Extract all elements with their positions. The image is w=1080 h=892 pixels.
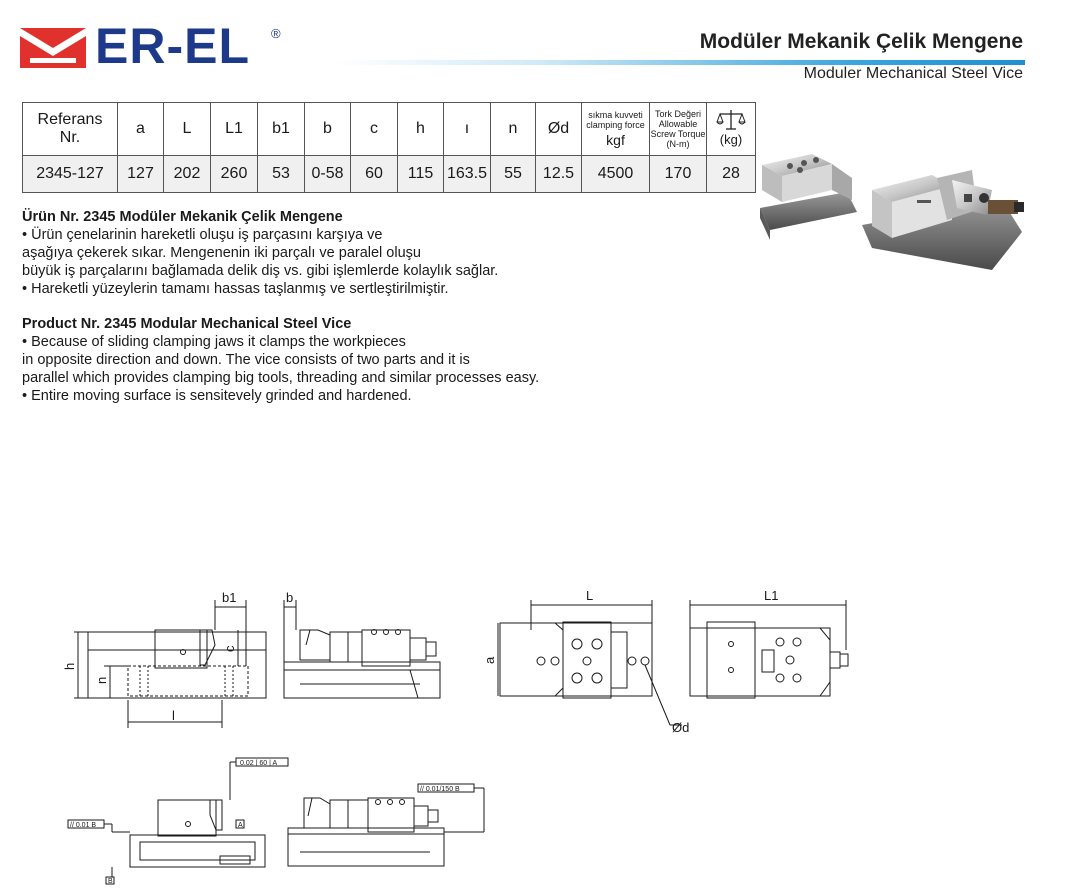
side-view-drawing [74,600,266,728]
table-header-row [23,103,756,156]
header-force-unit: kgf [606,132,625,148]
english-line-4: • Entire moving surface is sensitevely grinded and hardened. [22,388,412,404]
header-ref-line2: Nr. [59,129,81,146]
english-line-3: parallel which provides clamping big tools, threading and similar processes easy. [22,370,540,386]
turkish-line-3: büyük iş parçalarını bağlamada delik diş vs. gibi işlemlerde kolaylık sağlar. [22,263,499,279]
header-torque-tr: Tork Değeri [654,109,701,119]
header-torque [650,103,707,156]
tolerance-side-drawing-2 [288,784,484,866]
registered-mark: ® [271,26,281,41]
label-a: a [482,656,497,664]
top-view-L1-drawing [690,600,848,698]
header-c: c [351,103,398,156]
header-force-tr: sıkma kuvveti [588,110,643,120]
header-clamping-force [582,103,650,156]
cell-torque: 170 [650,156,707,193]
header-weight-unit: (kg) [719,132,743,147]
scale-icon [716,109,746,131]
cell-n: 55 [491,156,536,193]
cell-b: 0-58 [305,156,351,193]
technical-drawings [0,570,1080,892]
english-description [22,315,539,405]
cell-b1: 53 [258,156,305,193]
english-heading: Product Nr. 2345 Modular Mechanical Steel Vice [22,316,352,332]
cell-L1: 260 [211,156,258,193]
label-d: Ød [672,720,690,735]
turkish-description [22,208,498,298]
header-b1: b1 [258,103,305,156]
page-title-english: Moduler Mechanical Steel Vice [803,65,1023,82]
brand-logo-text: ER-EL [95,18,250,74]
header-referans [23,103,118,156]
turkish-line-1: • Ürün çenelarinin hareketli oluşu iş parçasını karşıya ve [22,227,383,243]
tolerance-parallel-left: // 0.01 B [70,822,97,829]
cell-h: 115 [398,156,444,193]
side-view-b-drawing [284,600,440,698]
header-a: a [118,103,164,156]
header-torque-en2: Screw Torque [650,129,706,139]
top-view-L-drawing [498,600,682,725]
header-weight [707,103,756,156]
label-c: c [222,645,237,652]
header-force-en: clamping force [586,120,645,130]
label-l: l [172,708,175,723]
tolerance-parallel-right: // 0.01/150 B [420,786,460,793]
turkish-line-2: aşağıya çekerek sıkar. Mengenenin iki parçalı ve paralel oluşu [22,245,421,261]
tolerance-side-drawing [68,758,288,884]
header-ref-line1: Referans [37,111,103,128]
specification-table [22,102,756,193]
datum-b: B [108,878,113,885]
turkish-heading: Ürün Nr. 2345 Modüler Mekanik Çelik Mengene [22,209,343,225]
label-L1: L1 [764,588,779,603]
header-L: L [164,103,211,156]
header-torque-en1: Allowable [658,119,698,129]
header-torque-unit: (N-m) [666,139,690,149]
header-i: ı [444,103,491,156]
cell-L: 202 [164,156,211,193]
header-h: h [398,103,444,156]
datum-a: A [238,822,243,829]
cell-force: 4500 [582,156,650,193]
cell-weight: 28 [707,156,756,193]
english-line-2: in opposite direction and down. The vice consists of two parts and it is [22,352,470,368]
header-L1: L1 [211,103,258,156]
header-b: b [305,103,351,156]
label-L: L [586,588,594,603]
cell-ref: 2345-127 [23,156,118,193]
erel-logo-icon [20,28,86,68]
header-d: Ød [536,103,582,156]
turkish-line-4: • Hareketli yüzeylerin tamamı hassas taşlanmış ve sertleştirilmiştir. [22,281,449,297]
cell-i: 163.5 [444,156,491,193]
header-n: n [491,103,536,156]
cell-d: 12.5 [536,156,582,193]
label-b: b [286,590,294,605]
english-line-1: • Because of sliding clamping jaws it clamps the workpieces [22,334,406,350]
label-b1: b1 [222,590,237,605]
label-h: h [62,662,77,670]
table-row [23,156,756,193]
cell-c: 60 [351,156,398,193]
page-title-turkish: Modüler Mekanik Çelik Mengene [699,30,1023,53]
product-photo [752,120,1032,280]
label-n: n [94,676,109,684]
cell-a: 127 [118,156,164,193]
tolerance-perpendicularity: 0.02 | 60 | A [240,760,278,767]
